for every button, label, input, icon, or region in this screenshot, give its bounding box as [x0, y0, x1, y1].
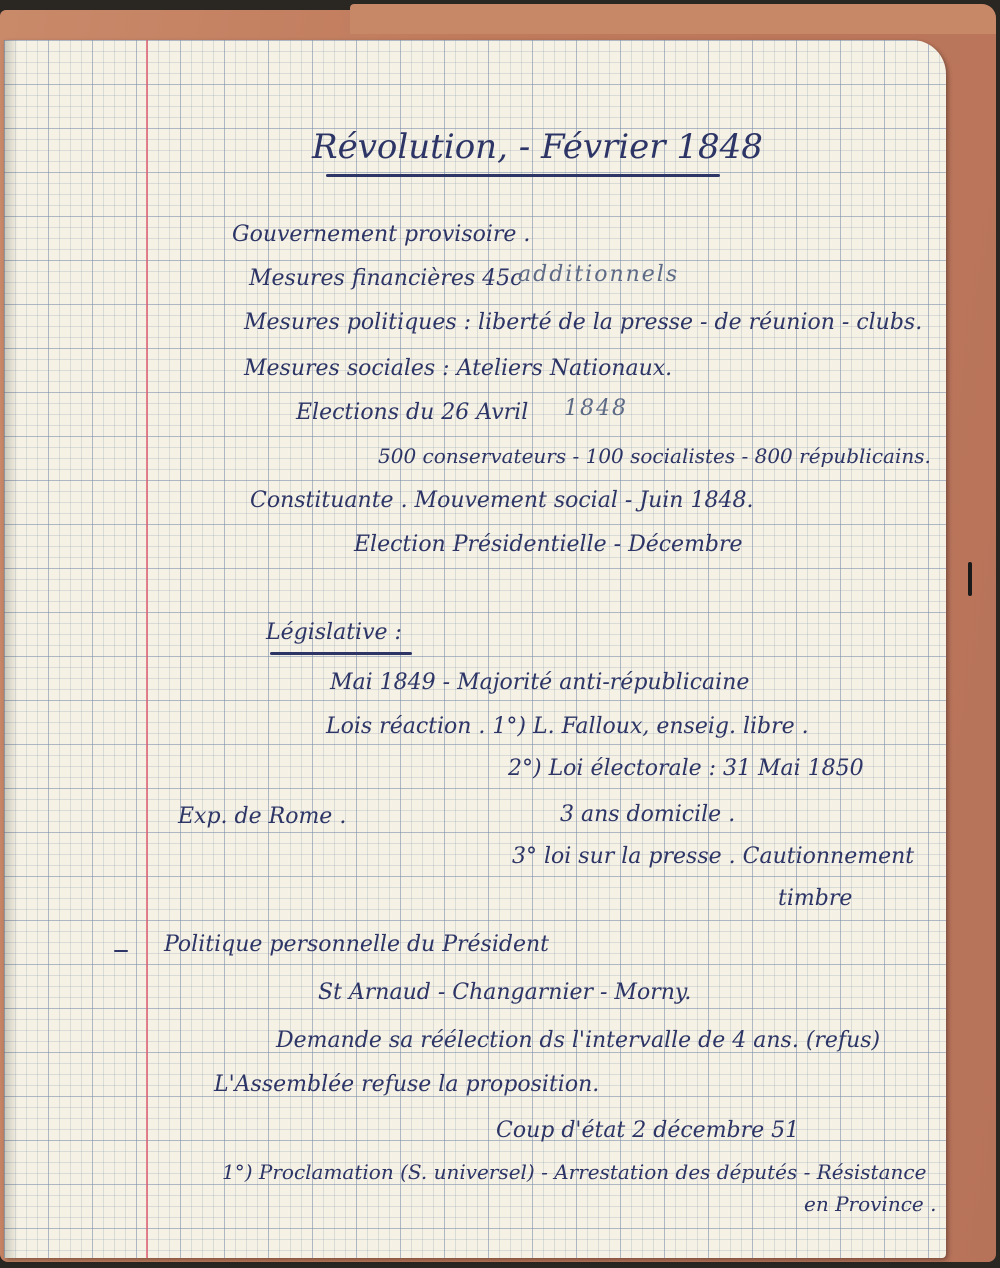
line-election-presidentielle: Election Présidentielle - Décembre [354, 532, 743, 557]
title-underline [326, 174, 720, 177]
line-st-arnaud: St Arnaud - Changarnier - Morny. [318, 980, 692, 1005]
line-loi-presse: 3° loi sur la presse . Cautionnement [512, 844, 915, 869]
page-title: Révolution, - Février 1848 [312, 127, 763, 167]
line-lois-reaction: Lois réaction . 1°) L. Falloux, enseig. libre . [326, 714, 809, 739]
line-1848-pencil: 1848 [564, 396, 628, 421]
heading-legislative: Législative : [266, 620, 402, 645]
line-mai-1849: Mai 1849 - Majorité anti-républicaine [330, 670, 750, 695]
legislative-underline [270, 652, 412, 655]
notebook-page [4, 40, 946, 1258]
margin-line [146, 40, 148, 1258]
line-exp-rome: Exp. de Rome . [178, 804, 347, 829]
line-assemblee-refuse: L'Assemblée refuse la proposition. [214, 1072, 600, 1097]
margin-dash [114, 950, 128, 952]
line-elections: Elections du 26 Avril [296, 400, 529, 425]
line-politique-personnelle: Politique personnelle du Président [164, 932, 549, 957]
spine-shadow [4, 40, 18, 1258]
line-demande-reelection: Demande sa réélection ds l'intervalle de 4 ans. (refus) [276, 1028, 881, 1053]
line-loi-electorale: 2°) Loi électorale : 31 Mai 1850 [508, 756, 864, 781]
line-gouvernement: Gouvernement provisoire . [232, 222, 531, 247]
line-conservateurs: 500 conservateurs - 100 socialistes - 800 républicains. [378, 444, 931, 468]
cover-edge-mark [968, 562, 972, 596]
line-timbre: timbre [778, 886, 853, 911]
line-additionnels-pencil: additionnels [518, 262, 680, 287]
line-en-province: en Province . [804, 1192, 937, 1216]
line-constituante: Constituante . Mouvement social - Juin 1848. [250, 488, 754, 513]
line-proclamation: 1°) Proclamation (S. universel) - Arrestation des députés - Résistance [222, 1160, 927, 1184]
notebook-cover-flap [350, 4, 996, 34]
line-coup-detat: Coup d'état 2 décembre 51 [496, 1118, 800, 1143]
line-mesures-sociales: Mesures sociales : Ateliers Nationaux. [244, 356, 673, 381]
line-3-ans-domicile: 3 ans domicile . [560, 802, 736, 827]
line-mesures-financieres: Mesures financières 45c [249, 266, 523, 291]
line-mesures-politiques: Mesures politiques : liberté de la presse - de réunion - clubs. [244, 310, 923, 335]
